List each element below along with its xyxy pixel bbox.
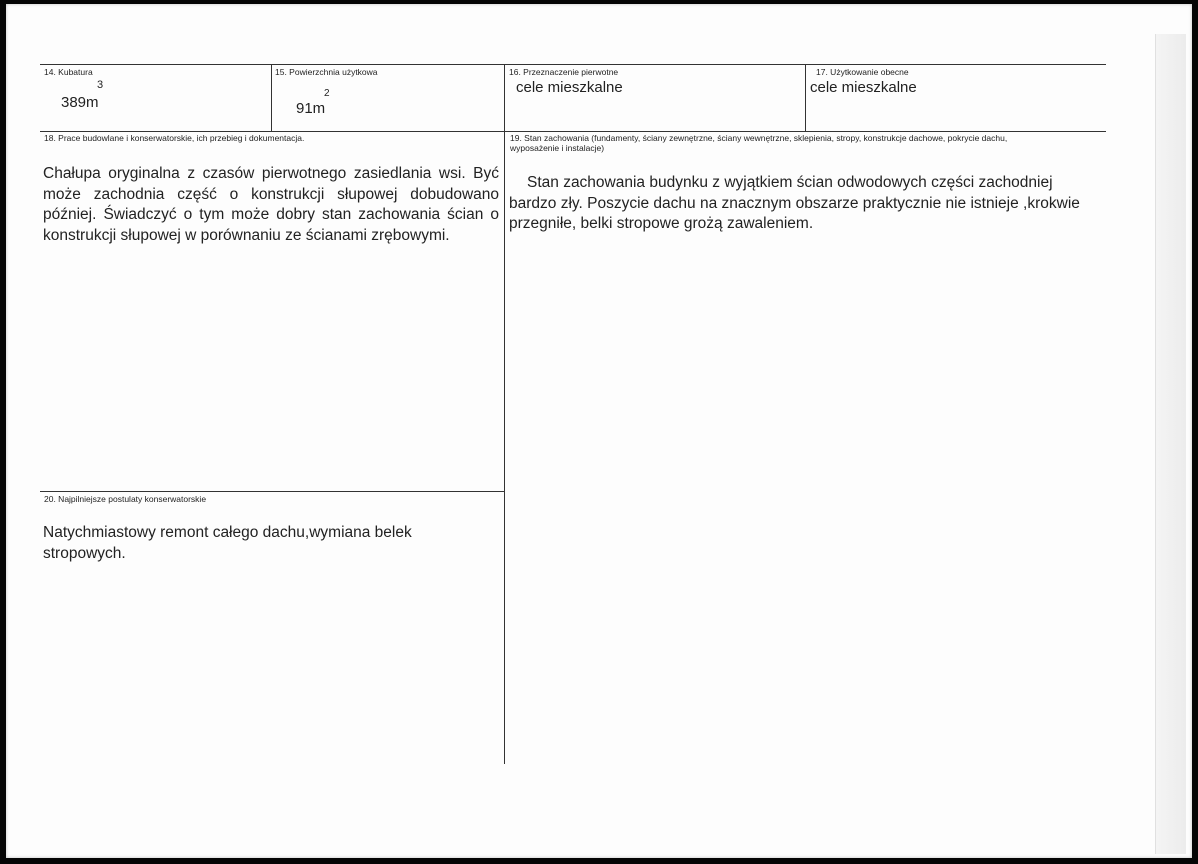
stan-zachowania-text: Stan zachowania budynku z wyjątkiem ścian odwodowych części zachodniej bardzo zły. Poszycie dachu na znacznym obszarze praktycznie nie istnieje ,krokwie przegniłe, belki stropowe grożą zawaleniem.: [509, 174, 1080, 232]
prace-budowlane-label: 18. Prace budowlane i konserwatorskie, ich przebieg i dokumentacja.: [44, 133, 305, 143]
uzytkowanie-value: cele mieszkalne: [810, 79, 917, 96]
kubatura-value: 389m: [61, 94, 99, 111]
powierzchnia-exponent: 2: [324, 88, 330, 99]
stan-zachowania-label-line2: wyposażenie i instalacje): [510, 143, 605, 153]
divider-16-17: [805, 64, 806, 131]
postulaty-label: 20. Najpilniejsze postulaty konserwatorskie: [44, 494, 207, 504]
prace-budowlane-text: Chałupa oryginalna z czasów pierwotnego zasiedlania wsi. Być może zachodnia część o konstrukcji słupowej dobudowano później. Świadczyć o tym może dobry stan zachowania ścian o konstrukcji słupowej w porównaniu ze ścianami zrębowymi.: [43, 165, 499, 244]
section20-rule: [40, 491, 504, 492]
powierzchnia-label: 15. Powierzchnia użytkowa: [275, 67, 378, 77]
mid-rule: [40, 131, 1106, 132]
kubatura-exponent: 3: [97, 79, 104, 91]
postulaty-text: Natychmiastowy remont całego dachu,wymiana belek stropowych.: [43, 524, 412, 562]
przeznaczenie-label: 16. Przeznaczenie pierwotne: [509, 67, 619, 77]
przeznaczenie-value: cele mieszkalne: [516, 79, 623, 96]
kubatura-label: 14. Kubatura: [44, 67, 93, 77]
sheet-edge: [1155, 34, 1186, 854]
top-rule: [40, 64, 1106, 65]
divider-14-15: [271, 64, 272, 131]
powierzchnia-value: 91m: [296, 100, 326, 117]
center-divider: [504, 64, 505, 764]
uzytkowanie-label: 17. Użytkowanie obecne: [816, 67, 909, 77]
stan-zachowania-label-line1: 19. Stan zachowania (fundamenty, ściany zewnętrzne, ściany wewnętrzne, sklepienia, stropy, konstrukcje dachowe, pokrycie dachu,: [510, 133, 1008, 143]
